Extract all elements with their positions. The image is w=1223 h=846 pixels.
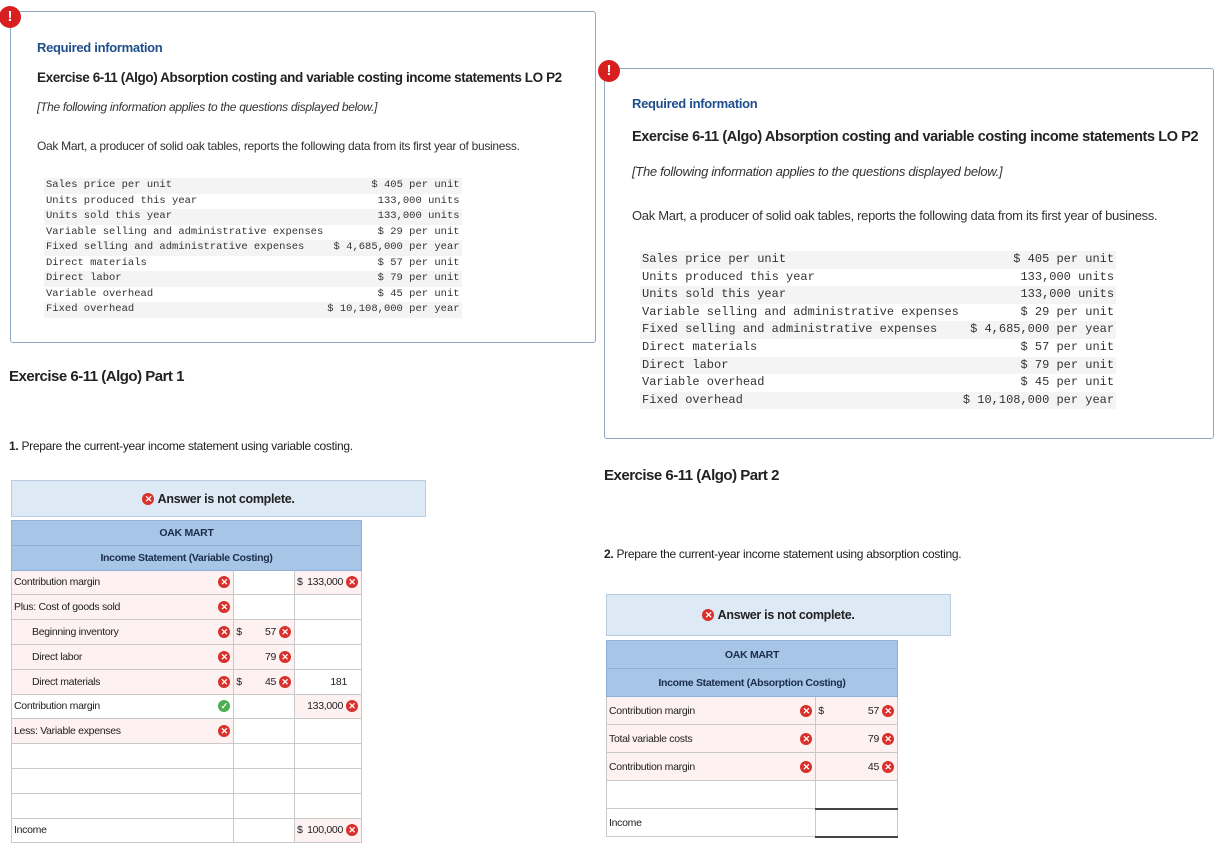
- data-row: Variable overhead $ 45 per unit: [642, 375, 1115, 390]
- total-input[interactable]: [295, 744, 362, 769]
- error-icon: ✕: [218, 651, 230, 663]
- variable-costing-income-statement: [11, 520, 362, 843]
- amount-input[interactable]: $ 57 ✕: [816, 697, 898, 725]
- table-row: [12, 818, 362, 843]
- amount-input[interactable]: 79 ✕: [234, 644, 295, 669]
- required-information-label: Required information: [632, 96, 758, 111]
- data-row: Variable overhead $ 45 per unit: [46, 287, 460, 300]
- row-label-input[interactable]: Total variable costs ✕: [607, 725, 816, 753]
- statement-title: Income Statement (Variable Costing): [12, 545, 362, 570]
- data-row: Direct labor $ 79 per unit: [44, 271, 462, 287]
- table-row: [607, 697, 898, 725]
- amount-input[interactable]: [234, 744, 295, 769]
- data-row: Units produced this year 133,000 units: [642, 269, 1115, 284]
- data-row: Sales price per unit $ 405 per unit: [640, 251, 1116, 269]
- error-icon: ✕: [800, 705, 812, 717]
- total-input[interactable]: 181: [295, 669, 362, 694]
- data-row: Units sold this year 133,000 units: [640, 286, 1116, 304]
- amount-input[interactable]: [234, 570, 295, 595]
- total-input[interactable]: [295, 595, 362, 620]
- row-label-input[interactable]: Less: Variable expenses ✕: [12, 719, 234, 744]
- error-icon: ✕: [218, 601, 230, 613]
- table-row: [12, 719, 362, 744]
- required-information-label: Required information: [37, 40, 163, 55]
- table-row: [12, 744, 362, 769]
- income-total-input[interactable]: [816, 809, 898, 837]
- table-row: [12, 768, 362, 793]
- income-label: Income: [12, 818, 234, 843]
- data-row: Fixed selling and administrative expenses $ 4,685,000 per year: [640, 321, 1116, 339]
- data-row: Units sold this year 133,000 units: [44, 209, 462, 225]
- amount-input[interactable]: $ 57 ✕: [234, 620, 295, 645]
- company-data-table: [640, 251, 1116, 409]
- row-label-input[interactable]: Plus: Cost of goods sold ✕: [12, 595, 234, 620]
- table-row: [12, 620, 362, 645]
- error-icon: ✕: [346, 700, 358, 712]
- amount-input[interactable]: [234, 595, 295, 620]
- amount-input[interactable]: [816, 781, 898, 809]
- banner-text: Answer is not complete.: [157, 491, 295, 506]
- data-row: Sales price per unit $ 405 per unit: [44, 178, 462, 194]
- error-icon: ✕: [279, 676, 291, 688]
- error-icon: ✕: [279, 651, 291, 663]
- error-icon: ✕: [882, 733, 894, 745]
- table-row: [607, 753, 898, 781]
- table-row: [607, 809, 898, 837]
- error-icon: ✕: [702, 609, 714, 621]
- amount-input[interactable]: [234, 694, 295, 719]
- table-row: [12, 570, 362, 595]
- row-label-input[interactable]: Beginning inventory ✕: [12, 620, 234, 645]
- total-input[interactable]: 133,000 ✕: [295, 694, 362, 719]
- data-row: Variable selling and administrative expenses $ 29 per unit: [46, 225, 460, 238]
- table-row: [12, 669, 362, 694]
- amount-input[interactable]: [234, 768, 295, 793]
- company-name: OAK MART: [607, 641, 898, 669]
- error-icon: ✕: [882, 761, 894, 773]
- question-number: 2.: [604, 547, 614, 561]
- error-icon: ✕: [800, 733, 812, 745]
- row-label-input[interactable]: Direct materials ✕: [12, 669, 234, 694]
- table-row: [12, 595, 362, 620]
- amount-input[interactable]: $ 45 ✕: [234, 669, 295, 694]
- error-icon: ✕: [346, 576, 358, 588]
- applies-note: [The following information applies to the questions displayed below.]: [632, 164, 1003, 179]
- part2-heading: Exercise 6-11 (Algo) Part 2: [604, 467, 779, 484]
- data-row: Direct labor $ 79 per unit: [640, 357, 1116, 375]
- question-number: 1.: [9, 439, 19, 453]
- row-label-input[interactable]: Direct labor ✕: [12, 644, 234, 669]
- row-label-input[interactable]: Contribution margin ✕: [607, 697, 816, 725]
- total-input[interactable]: [295, 620, 362, 645]
- company-data-table: [44, 178, 462, 318]
- table-row: [12, 793, 362, 818]
- error-icon: ✕: [218, 626, 230, 638]
- income-total-input[interactable]: $ 100,000 ✕: [295, 818, 362, 843]
- error-icon: ✕: [218, 725, 230, 737]
- company-name: OAK MART: [12, 521, 362, 546]
- row-label-input[interactable]: [12, 793, 234, 818]
- alert-icon: !: [0, 6, 21, 28]
- banner-text: Answer is not complete.: [717, 608, 855, 622]
- data-row: Fixed overhead $ 10,108,000 per year: [44, 302, 462, 318]
- exercise-title: Exercise 6-11 (Algo) Absorption costing and variable costing income statements LO P2: [37, 70, 562, 85]
- exercise-title: Exercise 6-11 (Algo) Absorption costing and variable costing income statements LO P2: [632, 129, 1199, 145]
- answer-not-complete-banner: [606, 594, 951, 636]
- error-icon: ✕: [279, 626, 291, 638]
- data-row: Fixed overhead $ 10,108,000 per year: [640, 392, 1116, 410]
- table-row: [607, 725, 898, 753]
- amount-input[interactable]: [234, 719, 295, 744]
- error-icon: ✕: [218, 576, 230, 588]
- amount-input[interactable]: [234, 793, 295, 818]
- row-label-input[interactable]: Contribution margin ✓: [12, 694, 234, 719]
- error-icon: ✕: [142, 493, 154, 505]
- total-input[interactable]: [295, 644, 362, 669]
- part1-heading: Exercise 6-11 (Algo) Part 1: [9, 368, 184, 385]
- amount-input[interactable]: [234, 818, 295, 843]
- statement-title: Income Statement (Absorption Costing): [607, 669, 898, 697]
- data-row: Fixed selling and administrative expenses $ 4,685,000 per year: [44, 240, 462, 256]
- row-label-input[interactable]: [607, 781, 816, 809]
- question-text: Prepare the current-year income statement using absorption costing.: [616, 547, 962, 561]
- part2-question: [604, 547, 961, 561]
- amount-input[interactable]: 79 ✕: [816, 725, 898, 753]
- table-row: [12, 644, 362, 669]
- correct-icon: ✓: [218, 700, 230, 712]
- alert-icon: !: [598, 60, 620, 82]
- income-label: Income: [607, 809, 816, 837]
- table-row: [12, 694, 362, 719]
- error-icon: ✕: [882, 705, 894, 717]
- total-input[interactable]: [295, 719, 362, 744]
- data-row: Variable selling and administrative expenses $ 29 per unit: [642, 304, 1115, 319]
- data-row: Units produced this year 133,000 units: [46, 194, 460, 207]
- data-row: Direct materials $ 57 per unit: [642, 340, 1115, 355]
- question-text: Prepare the current-year income statement using variable costing.: [21, 439, 353, 453]
- error-icon: ✕: [800, 761, 812, 773]
- total-input[interactable]: [295, 793, 362, 818]
- absorption-costing-income-statement: [606, 640, 898, 838]
- row-label-input[interactable]: [12, 744, 234, 769]
- intro-text: Oak Mart, a producer of solid oak tables, reports the following data from its first year of business.: [37, 139, 520, 153]
- table-row: [607, 781, 898, 809]
- error-icon: ✕: [346, 824, 358, 836]
- answer-not-complete-banner: [11, 480, 426, 517]
- total-input[interactable]: [295, 768, 362, 793]
- row-label-input[interactable]: [12, 768, 234, 793]
- row-label-input[interactable]: Contribution margin ✕: [607, 753, 816, 781]
- error-icon: ✕: [218, 676, 230, 688]
- applies-note: [The following information applies to the questions displayed below.]: [37, 100, 378, 114]
- row-label-input[interactable]: Contribution margin ✕: [12, 570, 234, 595]
- amount-input[interactable]: 45 ✕: [816, 753, 898, 781]
- total-input[interactable]: $ 133,000 ✕: [295, 570, 362, 595]
- part1-question: [9, 439, 353, 453]
- intro-text: Oak Mart, a producer of solid oak tables, reports the following data from its first year of business.: [632, 208, 1158, 223]
- data-row: Direct materials $ 57 per unit: [46, 256, 460, 269]
